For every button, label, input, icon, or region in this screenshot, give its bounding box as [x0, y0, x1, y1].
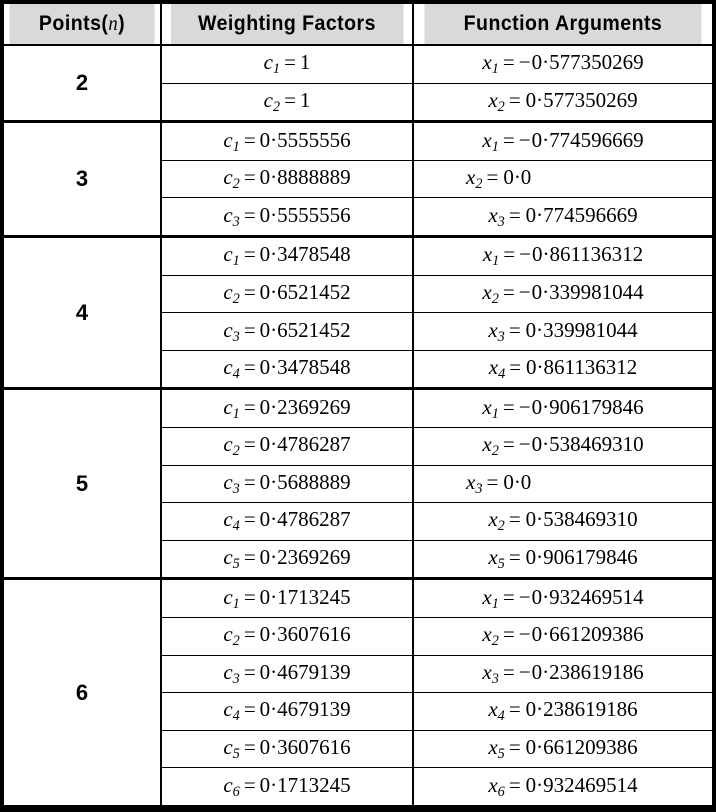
coefficient-index: 4 [232, 518, 240, 535]
abscissa-index: 1 [491, 595, 499, 612]
abscissa-value: 0·339981044 [525, 317, 638, 342]
equals-sign: = [508, 697, 521, 722]
equals-sign: = [243, 242, 256, 267]
coefficient-symbol: c [223, 317, 233, 342]
function-argument-cell [413, 122, 712, 161]
coefficient-index: 1 [232, 405, 240, 422]
function-argument-expression [414, 773, 712, 801]
equals-sign: = [508, 202, 521, 227]
gauss-legendre-table [4, 4, 712, 808]
function-argument-expression [414, 432, 712, 460]
equals-sign: = [243, 165, 256, 190]
abscissa-value: 0·661209386 [525, 734, 638, 759]
equals-sign: = [502, 279, 515, 304]
coefficient-index: 1 [232, 138, 240, 155]
equals-sign: = [243, 545, 256, 570]
equals-sign: = [508, 507, 521, 532]
equals-sign: = [502, 432, 515, 457]
abscissa-value: 0·538469310 [531, 432, 644, 457]
abscissa-symbol: x [488, 87, 498, 112]
weighting-factor-expression [162, 545, 412, 573]
points-header-variable: n [108, 13, 119, 35]
abscissa-symbol: x [482, 622, 492, 647]
weighting-factor-cell [161, 275, 413, 313]
function-argument-cell [413, 237, 712, 276]
weighting-factor-expression [162, 735, 412, 763]
abscissa-symbol: x [488, 772, 498, 797]
function-argument-expression [414, 622, 712, 650]
coefficient-index: 1 [232, 595, 240, 612]
abscissa-index: 2 [497, 518, 505, 535]
abscissa-value: 0·906179846 [531, 394, 644, 419]
function-argument-cell [413, 83, 712, 122]
weighting-factor-expression [162, 88, 412, 116]
weighting-factor-expression [162, 585, 412, 613]
function-argument-expression [414, 355, 712, 383]
abscissa-value: 0·774596669 [531, 127, 644, 152]
abscissa-symbol: x [488, 202, 498, 227]
coefficient-symbol: c [223, 279, 233, 304]
abscissa-index: 1 [491, 61, 499, 78]
minus-sign: − [519, 242, 531, 267]
weighting-factor-cell [161, 350, 413, 389]
function-argument-expression [414, 88, 712, 116]
equals-sign: = [508, 734, 521, 759]
equals-sign: = [243, 622, 256, 647]
coefficient-index: 2 [232, 290, 240, 307]
weighting-factor-expression [162, 203, 412, 231]
weighting-factor-expression [162, 128, 412, 156]
coefficient-value: 0·5555556 [259, 127, 351, 152]
minus-sign: − [518, 659, 531, 684]
equals-sign: = [284, 50, 296, 75]
coefficient-index: 2 [232, 176, 240, 193]
function-argument-expression [414, 318, 712, 346]
coefficient-value: 0·3607616 [259, 734, 351, 759]
coefficient-value: 0·4679139 [259, 697, 351, 722]
abscissa-value: 0·577350269 [531, 50, 644, 75]
weighting-factor-cell [161, 237, 413, 276]
coefficient-value: 0·3478548 [259, 242, 351, 267]
abscissa-index: 3 [475, 480, 483, 497]
weighting-factor-expression [162, 622, 412, 650]
equals-sign: = [502, 659, 515, 684]
table-body [4, 45, 712, 807]
coefficient-value: 0·8888889 [259, 165, 351, 190]
coefficient-value: 0·3607616 [259, 622, 351, 647]
equals-sign: = [508, 317, 521, 342]
coefficient-symbol: c [223, 584, 233, 609]
abscissa-value: 0·339981044 [531, 279, 644, 304]
table-row [4, 579, 712, 618]
equals-sign: = [284, 87, 296, 112]
abscissa-symbol: x [466, 469, 476, 494]
abscissa-value: 0·861136312 [526, 355, 638, 380]
abscissa-symbol: x [482, 279, 492, 304]
coefficient-symbol: c [223, 394, 233, 419]
coefficient-index: 6 [232, 783, 240, 800]
weighting-factor-expression [162, 470, 412, 498]
abscissa-value: 0·774596669 [525, 202, 638, 227]
function-argument-expression [414, 545, 712, 573]
equals-sign: = [502, 622, 515, 647]
abscissa-index: 2 [491, 290, 499, 307]
coefficient-value: 0·6521452 [259, 317, 351, 342]
coefficient-symbol: c [223, 622, 233, 647]
function-argument-cell [413, 693, 712, 731]
points-cell: 6 [4, 579, 161, 807]
function-argument-cell [413, 45, 712, 83]
weighting-factor-cell [161, 579, 413, 618]
abscissa-symbol: x [482, 394, 492, 419]
equals-sign: = [243, 584, 256, 609]
coefficient-value: 0·4679139 [259, 659, 351, 684]
coefficient-value: 1 [299, 87, 311, 112]
column-header-function-arguments: Function Arguments [423, 4, 701, 45]
function-argument-expression [414, 470, 712, 498]
coefficient-value: 0·5688889 [259, 469, 351, 494]
function-argument-cell [413, 655, 712, 693]
equals-sign: = [243, 127, 256, 152]
coefficient-index: 3 [232, 328, 240, 345]
coefficient-index: 3 [232, 670, 240, 687]
equals-sign: = [502, 50, 515, 75]
coefficient-symbol: c [223, 432, 233, 457]
abscissa-value: 0·932469514 [531, 584, 644, 609]
abscissa-index: 2 [475, 176, 483, 193]
abscissa-index: 5 [497, 745, 505, 762]
function-argument-expression [414, 697, 712, 725]
table-row [4, 122, 712, 161]
abscissa-symbol: x [482, 242, 493, 267]
coefficient-value: 1 [299, 50, 311, 75]
function-argument-cell [413, 579, 712, 618]
weighting-factor-expression [162, 395, 412, 423]
weighting-factor-cell [161, 617, 413, 655]
coefficient-symbol: c [223, 734, 233, 759]
minus-sign: − [518, 127, 531, 152]
equals-sign: = [508, 772, 521, 797]
coefficient-value: 0·6521452 [259, 279, 351, 304]
abscissa-index: 4 [498, 366, 506, 383]
equals-sign: = [508, 545, 521, 570]
coefficient-index: 5 [232, 745, 240, 762]
function-argument-expression [414, 735, 712, 763]
abscissa-index: 6 [497, 783, 505, 800]
equals-sign: = [503, 242, 516, 267]
minus-sign: − [518, 622, 531, 647]
abscissa-symbol: x [488, 507, 498, 532]
function-argument-cell [413, 198, 712, 237]
minus-sign: − [518, 432, 531, 457]
points-header-close: ) [118, 12, 126, 35]
header-row [4, 4, 712, 45]
coefficient-index: 2 [232, 443, 240, 460]
equals-sign: = [243, 202, 256, 227]
abscissa-index: 4 [497, 708, 505, 725]
abscissa-symbol: x [488, 317, 498, 342]
weighting-factor-cell [161, 45, 413, 83]
coefficient-index: 2 [272, 98, 281, 115]
coefficient-value: 0·4786287 [259, 507, 351, 532]
coefficient-value: 0·1713245 [259, 772, 351, 797]
table-header [4, 4, 712, 45]
coefficient-value: 0·3478548 [259, 355, 351, 380]
minus-sign: − [518, 394, 531, 419]
weighting-factor-cell [161, 122, 413, 161]
abscissa-symbol: x [488, 545, 498, 570]
abscissa-symbol: x [488, 697, 498, 722]
abscissa-symbol: x [488, 734, 498, 759]
equals-sign: = [243, 432, 256, 457]
weighting-factor-cell [161, 503, 413, 541]
weighting-factor-expression [162, 773, 412, 801]
weighting-factor-cell [161, 730, 413, 768]
points-cell: 3 [4, 122, 161, 237]
weighting-factor-cell [161, 313, 413, 351]
coefficient-value: 0·5555556 [259, 202, 351, 227]
minus-sign: − [518, 279, 531, 304]
weighting-factor-cell [161, 693, 413, 731]
function-argument-expression [414, 395, 712, 423]
coefficient-value: 0·4786287 [259, 432, 351, 457]
equals-sign: = [502, 394, 515, 419]
abscissa-index: 2 [497, 98, 505, 115]
coefficient-symbol: c [223, 165, 233, 190]
equals-sign: = [508, 87, 521, 112]
weighting-factor-cell [161, 160, 413, 198]
function-argument-expression [414, 585, 712, 613]
coefficient-index: 3 [232, 213, 240, 230]
abscissa-symbol: x [482, 584, 492, 609]
abscissa-symbol: x [482, 432, 492, 457]
equals-sign: = [243, 507, 256, 532]
coefficient-symbol: c [223, 772, 233, 797]
coefficient-symbol: c [223, 355, 233, 380]
function-argument-cell [413, 389, 712, 428]
coefficient-value: 0·2369269 [259, 394, 351, 419]
function-argument-expression [414, 50, 712, 78]
equals-sign: = [243, 469, 256, 494]
weighting-factor-cell [161, 428, 413, 466]
abscissa-index: 1 [491, 138, 499, 155]
weighting-factor-cell [161, 465, 413, 503]
abscissa-symbol: x [466, 165, 476, 190]
minus-sign: − [518, 584, 531, 609]
function-argument-expression [414, 280, 712, 308]
coefficient-symbol: c [223, 545, 233, 570]
equals-sign: = [509, 355, 522, 380]
weighting-factor-cell [161, 540, 413, 579]
equals-sign: = [486, 165, 499, 190]
weighting-factor-expression [162, 280, 412, 308]
points-cell: 4 [4, 237, 161, 389]
abscissa-value: 0·861136312 [531, 242, 644, 267]
weighting-factor-cell [161, 655, 413, 693]
coefficient-index: 2 [232, 633, 240, 650]
function-argument-expression [414, 507, 712, 535]
function-argument-cell [413, 540, 712, 579]
coefficient-index: 4 [232, 708, 240, 725]
equals-sign: = [243, 734, 256, 759]
equals-sign: = [243, 317, 256, 342]
coefficient-symbol: c [223, 127, 233, 152]
equals-sign: = [486, 469, 499, 494]
abscissa-value: 0·238619186 [531, 659, 644, 684]
abscissa-value: 0·538469310 [525, 507, 638, 532]
equals-sign: = [243, 772, 256, 797]
function-argument-expression [414, 128, 712, 156]
abscissa-index: 2 [491, 633, 499, 650]
equals-sign: = [243, 659, 256, 684]
weighting-factor-expression [162, 318, 412, 346]
abscissa-symbol: x [482, 127, 492, 152]
points-cell: 5 [4, 389, 161, 579]
weighting-factor-expression [162, 242, 412, 270]
coefficient-symbol: c [223, 202, 233, 227]
equals-sign: = [243, 279, 256, 304]
coefficient-index: 4 [232, 366, 240, 383]
coefficient-symbol: c [223, 507, 233, 532]
weighting-factor-expression [162, 432, 412, 460]
table-row [4, 389, 712, 428]
coefficient-index: 1 [232, 253, 240, 270]
function-argument-cell [413, 160, 712, 198]
abscissa-symbol: x [482, 659, 492, 684]
weighting-factor-cell [161, 768, 413, 807]
table-row [4, 237, 712, 276]
function-argument-expression [414, 660, 712, 688]
function-argument-cell [413, 465, 712, 503]
weighting-factor-expression [162, 165, 412, 193]
abscissa-value: 0·661209386 [531, 622, 644, 647]
column-header-points [9, 4, 155, 45]
equals-sign: = [502, 584, 515, 609]
weighting-factor-expression [162, 697, 412, 725]
function-argument-expression [414, 165, 712, 193]
coefficient-symbol: c [263, 50, 273, 75]
abscissa-value: 0·932469514 [525, 772, 638, 797]
table-row [4, 45, 712, 83]
abscissa-index: 1 [492, 253, 500, 270]
abscissa-value: 0·577350269 [525, 87, 638, 112]
coefficient-index: 5 [232, 556, 240, 573]
coefficient-index: 3 [232, 480, 240, 497]
equals-sign: = [502, 127, 515, 152]
abscissa-index: 3 [497, 213, 505, 230]
weighting-factor-cell [161, 83, 413, 122]
weighting-factor-cell [161, 198, 413, 237]
function-argument-cell [413, 768, 712, 807]
function-argument-cell [413, 313, 712, 351]
abscissa-index: 3 [491, 670, 499, 687]
column-header-weighting-factors: Weighting Factors [170, 4, 404, 45]
function-argument-cell [413, 350, 712, 389]
abscissa-index: 3 [497, 328, 505, 345]
weighting-factor-expression [162, 507, 412, 535]
coefficient-symbol: c [223, 242, 233, 267]
weighting-factor-cell [161, 389, 413, 428]
abscissa-value: 0·0 [503, 165, 532, 190]
function-argument-expression [414, 203, 712, 231]
abscissa-value: 0·0 [503, 469, 532, 494]
abscissa-value: 0·906179846 [525, 545, 638, 570]
coefficient-value: 0·2369269 [259, 545, 351, 570]
function-argument-cell [413, 275, 712, 313]
abscissa-symbol: x [482, 50, 492, 75]
abscissa-index: 1 [491, 405, 499, 422]
weighting-factor-expression [162, 660, 412, 688]
abscissa-index: 5 [497, 556, 505, 573]
weighting-factor-expression [162, 50, 412, 78]
points-header-text: Points( [38, 12, 109, 35]
points-cell: 2 [4, 45, 161, 122]
abscissa-index: 2 [491, 443, 499, 460]
coefficient-index: 1 [272, 61, 281, 78]
equals-sign: = [243, 355, 256, 380]
function-argument-expression [414, 242, 712, 270]
abscissa-symbol: x [488, 355, 499, 380]
weighting-factor-expression [162, 355, 412, 383]
abscissa-value: 0·238619186 [525, 697, 638, 722]
equals-sign: = [243, 394, 256, 419]
coefficient-symbol: c [223, 659, 233, 684]
function-argument-cell [413, 503, 712, 541]
coefficient-symbol: c [223, 697, 233, 722]
equals-sign: = [243, 697, 256, 722]
function-argument-cell [413, 617, 712, 655]
function-argument-cell [413, 428, 712, 466]
coefficient-symbol: c [263, 87, 273, 112]
coefficient-symbol: c [223, 469, 233, 494]
function-argument-cell [413, 730, 712, 768]
coefficient-value: 0·1713245 [259, 584, 351, 609]
minus-sign: − [518, 50, 531, 75]
